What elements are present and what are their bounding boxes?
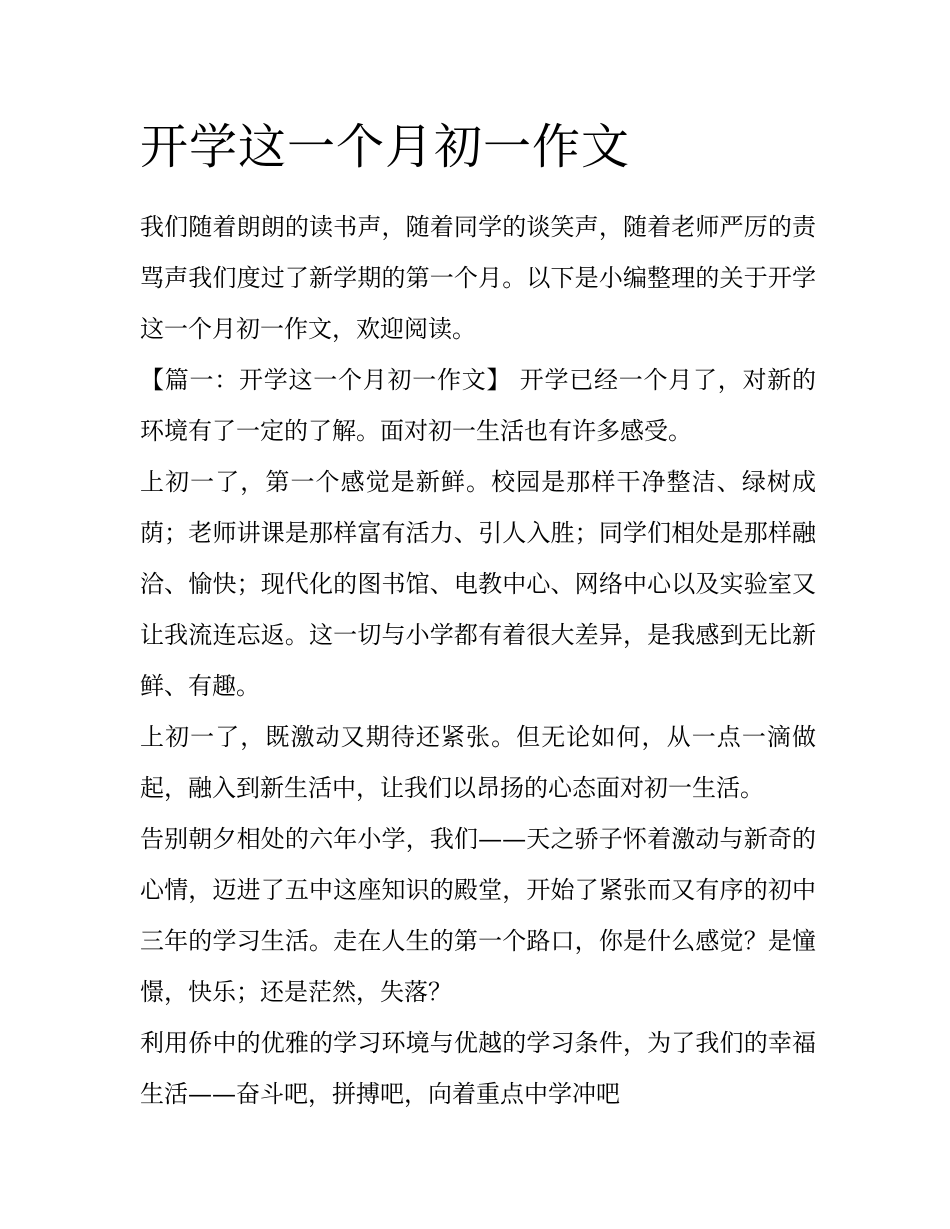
document-title: 开学这一个月初一作文 bbox=[140, 119, 631, 175]
paragraph-conclusion: 利用侨中的优雅的学习环境与优越的学习条件，为了我们的幸福生活——奋斗吧，拼搏吧，向着重点中学冲吧 bbox=[140, 1029, 816, 1108]
paragraph-farewell: 告别朝夕相处的六年小学，我们——天之骄子怀着激动与新奇的心情，迈进了五中这座知识的殿堂，开始了紧张而又有序的初中三年的学习生活。走在人生的第一个路口，你是什么感觉？是憧憬，快乐；还是茫然，失落？ bbox=[140, 825, 816, 1006]
document-body bbox=[140, 116, 816, 1120]
paragraph-first-feeling: 上初一了，第一个感觉是新鲜。校园是那样干净整洁、绿树成荫；老师讲课是那样富有活力、引人入胜；同学们相处是那样融洽、愉快；现代化的图书馆、电教中心、网络中心以及实验室又让我流连忘返。这一切与小学都有着很大差异，是我感到无比新鲜、有趣。 bbox=[140, 468, 816, 700]
paragraph-excited: 上初一了，既激动又期待还紧张。但无论如何，从一点一滴做起，融入到新生活中，让我们以昂扬的心态面对初一生活。 bbox=[140, 723, 816, 802]
paragraph-section-one: 【篇一：开学这一个月初一作文】 开学已经一个月了，对新的环境有了一定的了解。面对初一生活也有许多感受。 bbox=[140, 366, 816, 445]
paragraph-intro: 我们随着朗朗的读书声，随着同学的谈笑声，随着老师严厉的责骂声我们度过了新学期的第一个月。以下是小编整理的关于开学这一个月初一作文，欢迎阅读。 bbox=[140, 213, 816, 343]
